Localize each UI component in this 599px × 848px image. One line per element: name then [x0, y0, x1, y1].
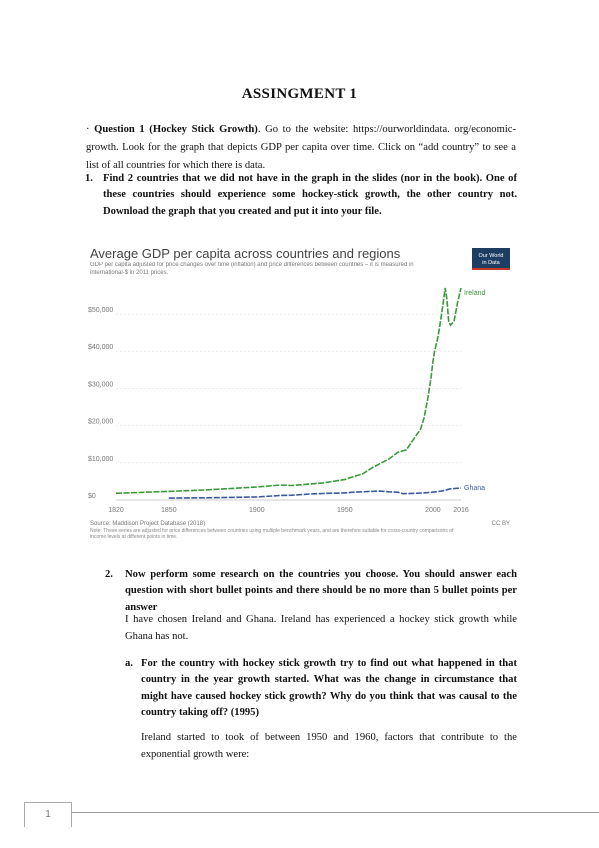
y-tick-label: $50,000 [88, 307, 114, 315]
owid-logo-stripe [472, 268, 510, 270]
series-line-ireland [116, 288, 461, 493]
page-title: ASSINGMENT 1 [241, 86, 358, 102]
footer-divider [70, 812, 599, 813]
chart-source: Source: Maddison Project Database (2018) [90, 521, 206, 527]
y-tick-label: $10,000 [88, 455, 114, 463]
question-2a-letter: a. [125, 658, 133, 669]
question-2a-text: For the country with hockey stick growth try to find out what happened in that country in the year growth started. What was the change in circumstance that might have caused hockey stick growth? Why do you think that was causal to the country taking off? (1995) [141, 658, 517, 719]
y-tick-label: $0 [88, 493, 96, 500]
chart-license: CC BY [491, 521, 510, 527]
chart-subtitle-wrap [90, 262, 450, 284]
x-tick-label: 2016 [453, 507, 469, 514]
y-tick-label: $40,000 [88, 344, 114, 352]
item-number: 1. [85, 173, 93, 184]
chart-grid [116, 314, 461, 500]
y-tick-label: $20,000 [88, 418, 114, 426]
chart-note-wrap [90, 528, 470, 544]
chart-series [116, 288, 461, 498]
question-1-heading: Question 1 (Hockey Stick Growth) [94, 124, 258, 135]
gdp-chart-svg [86, 244, 516, 544]
question-1-body: . Go to the website: https://ourworldindata. org/economic-growth. Look for the graph that depicts GDP per capita over time. Click on “add country” to see a list of all countries for which there is data. [86, 124, 516, 171]
bullet: · [86, 124, 90, 135]
question-2-text: Now perform some research on the countries you choose. You should answer each question with short bullet points and there should be no more than 5 bullet points per answer [125, 569, 517, 613]
chart-subtitle: GDP per capita adjusted for price changes over time (inflation) and price differences between countries – it is measured in international-$ in 2011 prices. [90, 262, 414, 276]
x-tick-label: 1950 [337, 507, 353, 514]
question-2a [125, 656, 517, 722]
item-text: Find 2 countries that we did not have in the graph in the slides (nor in the book). One of these countries should experience some hockey-stick growth, the other country not. Download the graph that you created and put it into your file. [103, 173, 517, 217]
question-2-answer: I have chosen Ireland and Ghana. Ireland has experienced a hockey stick growth while Ghana has not. [125, 614, 517, 642]
question-2a-answer: Ireland started to took of between 1950 and 1960, factors that contribute to the exponential growth were: [141, 732, 517, 760]
question-2-number: 2. [105, 569, 113, 580]
owid-logo-line2: in Data [482, 260, 500, 266]
series-line-ghana [169, 488, 461, 498]
x-axis-ticks [108, 507, 469, 514]
page-number: 1 [24, 802, 72, 827]
chart-title: Average GDP per capita across countries and regions [90, 246, 401, 261]
legend-label-ghana: Ghana [464, 485, 486, 493]
question-1-paragraph [86, 121, 516, 175]
chart-note: Note: These series are adjusted for price differences between countries using multiple benchmark years, and are therefore suitable for cross-country comparisons of income levels at different points in time. [90, 528, 454, 540]
legend-label-ireland: Ireland [464, 290, 486, 297]
owid-logo-line1: Our World [478, 253, 504, 259]
question-2 [105, 567, 517, 616]
x-tick-label: 2000 [425, 507, 441, 514]
gdp-chart [86, 244, 516, 544]
owid-logo [472, 248, 510, 270]
x-tick-label: 1850 [161, 507, 177, 514]
chart-legend [464, 290, 486, 492]
question-1-item [85, 171, 517, 220]
y-tick-label: $30,000 [88, 381, 114, 389]
x-tick-label: 1900 [249, 507, 265, 514]
y-axis-ticks [88, 307, 113, 500]
x-tick-label: 1820 [108, 507, 124, 514]
